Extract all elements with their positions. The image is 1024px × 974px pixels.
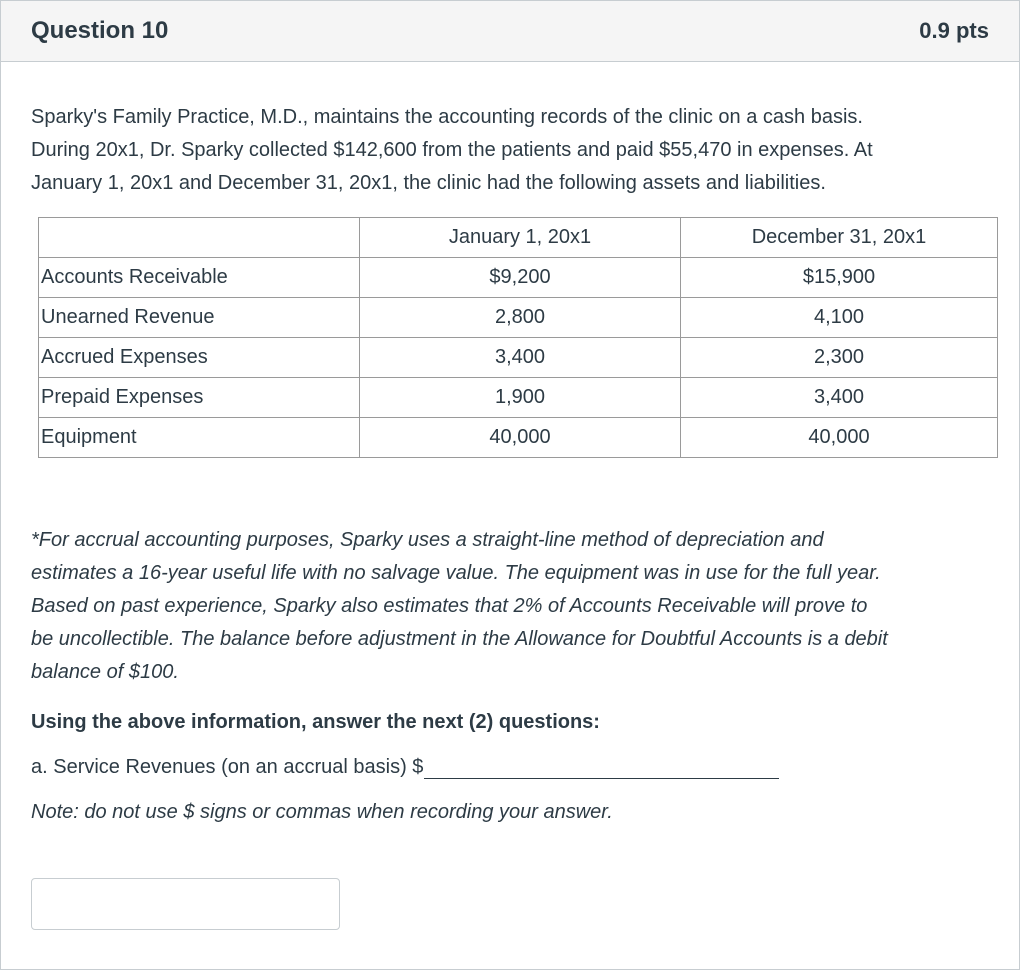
question-points: 0.9 pts <box>919 18 989 43</box>
part-a-line <box>31 756 991 779</box>
table-row <box>39 298 998 338</box>
table-row <box>39 418 998 458</box>
row-label: Unearned Revenue <box>39 298 360 338</box>
part-a-label: a. Service Revenues (on an accrual basis) $ <box>31 756 424 778</box>
row-label: Accounts Receivable <box>39 258 360 298</box>
row-dec-value: $15,900 <box>681 258 998 298</box>
row-dec-value: 40,000 <box>681 418 998 458</box>
footnote-text <box>31 524 991 689</box>
part-a-blank <box>424 758 779 779</box>
table-header-blank <box>39 218 360 258</box>
row-dec-value: 3,400 <box>681 378 998 418</box>
question-header <box>1 1 1019 62</box>
intro-line-1: Sparky's Family Practice, M.D., maintains the accounting records of the clinic on a cash basis. <box>31 106 863 128</box>
row-jan-value: $9,200 <box>360 258 681 298</box>
intro-line-3: January 1, 20x1 and December 31, 20x1, the clinic had the following assets and liabilities. <box>31 172 826 194</box>
note-text: Note: do not use $ signs or commas when recording your answer. <box>31 801 613 823</box>
intro-line-2: During 20x1, Dr. Sparky collected $142,600 from the patients and paid $55,470 in expenses. At <box>31 139 873 161</box>
footnote-line-3: Based on past experience, Sparky also estimates that 2% of Accounts Receivable will prove to <box>31 595 868 617</box>
assets-liabilities-table <box>38 217 998 458</box>
row-jan-value: 1,900 <box>360 378 681 418</box>
row-jan-value: 2,800 <box>360 298 681 338</box>
row-label: Prepaid Expenses <box>39 378 360 418</box>
table-header-dec: December 31, 20x1 <box>681 218 998 258</box>
footnote-line-5: balance of $100. <box>31 661 179 683</box>
table-header-jan: January 1, 20x1 <box>360 218 681 258</box>
table-row <box>39 258 998 298</box>
table-row <box>39 338 998 378</box>
question-title: Question 10 <box>31 17 169 44</box>
row-jan-value: 40,000 <box>360 418 681 458</box>
row-jan-value: 3,400 <box>360 338 681 378</box>
answer-input[interactable] <box>31 878 340 930</box>
footnote-line-1: *For accrual accounting purposes, Sparky uses a straight-line method of depreciation and <box>31 529 824 551</box>
instruction-text: Using the above information, answer the next (2) questions: <box>31 711 600 733</box>
footnote-line-4: be uncollectible. The balance before adjustment in the Allowance for Doubtful Accounts is a debit <box>31 628 888 650</box>
question-body <box>31 101 991 824</box>
intro-text <box>31 101 991 200</box>
row-dec-value: 4,100 <box>681 298 998 338</box>
table-row <box>39 378 998 418</box>
row-label: Equipment <box>39 418 360 458</box>
table-header-row <box>39 218 998 258</box>
row-dec-value: 2,300 <box>681 338 998 378</box>
footnote-line-2: estimates a 16-year useful life with no salvage value. The equipment was in use for the full year. <box>31 562 881 584</box>
row-label: Accrued Expenses <box>39 338 360 378</box>
